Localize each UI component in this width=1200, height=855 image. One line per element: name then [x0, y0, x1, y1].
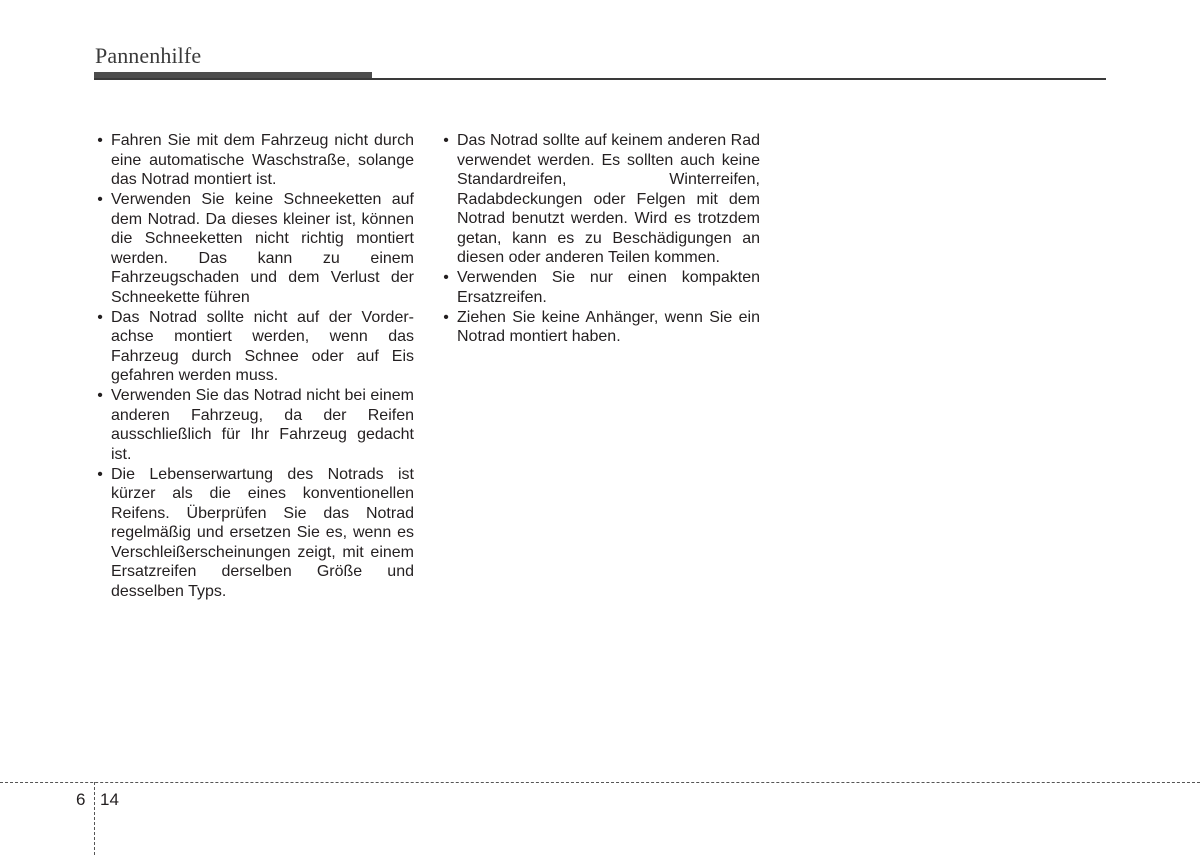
bullet-text: Das Notrad sollte auf keinem anderen Rad verwendet werden. Es sollten auch keine Standardreifen, Winterreifen, Radabdeckungen oder Felgen mit dem Notrad benutzt werden. Wird es trotzdem getan, kann es zu Beschädigungen an diesen oder anderen Teilen kommen.: [457, 132, 760, 266]
bullet-icon: •: [443, 308, 449, 326]
bullet-icon: •: [97, 387, 103, 404]
bullet-icon: •: [97, 132, 103, 149]
bullet-icon: •: [443, 132, 449, 149]
chapter-number: 6: [76, 790, 86, 809]
bullet-text: Fahren Sie mit dem Fahrzeug nicht durch eine automatische Waschstraße, solange das Notrad montiert ist.: [111, 132, 414, 188]
bullet-text: Verwenden Sie das Notrad nicht bei einem anderen Fahrzeug, da der Reifen ausschließlich für Ihr Fahrzeug gedacht ist.: [111, 387, 414, 463]
bullet-text: Verwenden Sie nur einen kompakten Ersatzreifen.: [457, 269, 760, 306]
bullet-icon: •: [97, 308, 103, 326]
bullet-text: Ziehen Sie keine Anhänger, wenn Sie ein Notrad montiert haben.: [457, 308, 760, 345]
bullet-item: [94, 308, 414, 386]
footer-divider: [0, 782, 1200, 783]
section-title: Pannenhilfe: [95, 43, 202, 68]
bullet-item: [440, 268, 760, 307]
bullet-item: [440, 308, 760, 347]
bullet-icon: •: [97, 465, 103, 483]
bullet-icon: •: [443, 269, 449, 286]
bullet-item: [94, 131, 414, 190]
bullet-item: [94, 190, 414, 307]
footer-vertical-divider: [94, 782, 95, 855]
bullet-text: Die Lebenserwartung des Notrads ist kürzer als die eines konventionellen Reifens. Überprüfen Sie das Notrad regelmäßig und ersetzen Sie es, wenn es Verschleißerscheinungen zeigt, mit einem Ersatzreifen derselben Größe und desselben Typs.: [111, 465, 414, 600]
bullet-item: [440, 131, 760, 268]
bullet-icon: •: [97, 191, 103, 208]
bullet-item: [94, 386, 414, 464]
left-column: [94, 131, 414, 602]
right-column: [440, 131, 760, 347]
bullet-text: Verwenden Sie keine Schneeketten auf dem Notrad. Da dieses kleiner ist, können die Schneeketten nicht richtig montiert werden. Das kann zu einem Fahrzeugschaden und dem Verlust der Schneekette führen: [111, 191, 414, 306]
header-rule: [94, 78, 1106, 80]
bullet-item: [94, 465, 414, 602]
bullet-text: Das Notrad sollte nicht auf der Vorderachse montiert werden, wenn das Fahrzeug durch Schnee oder auf Eis gefahren werden muss.: [111, 308, 414, 384]
page-number: 14: [100, 790, 119, 809]
